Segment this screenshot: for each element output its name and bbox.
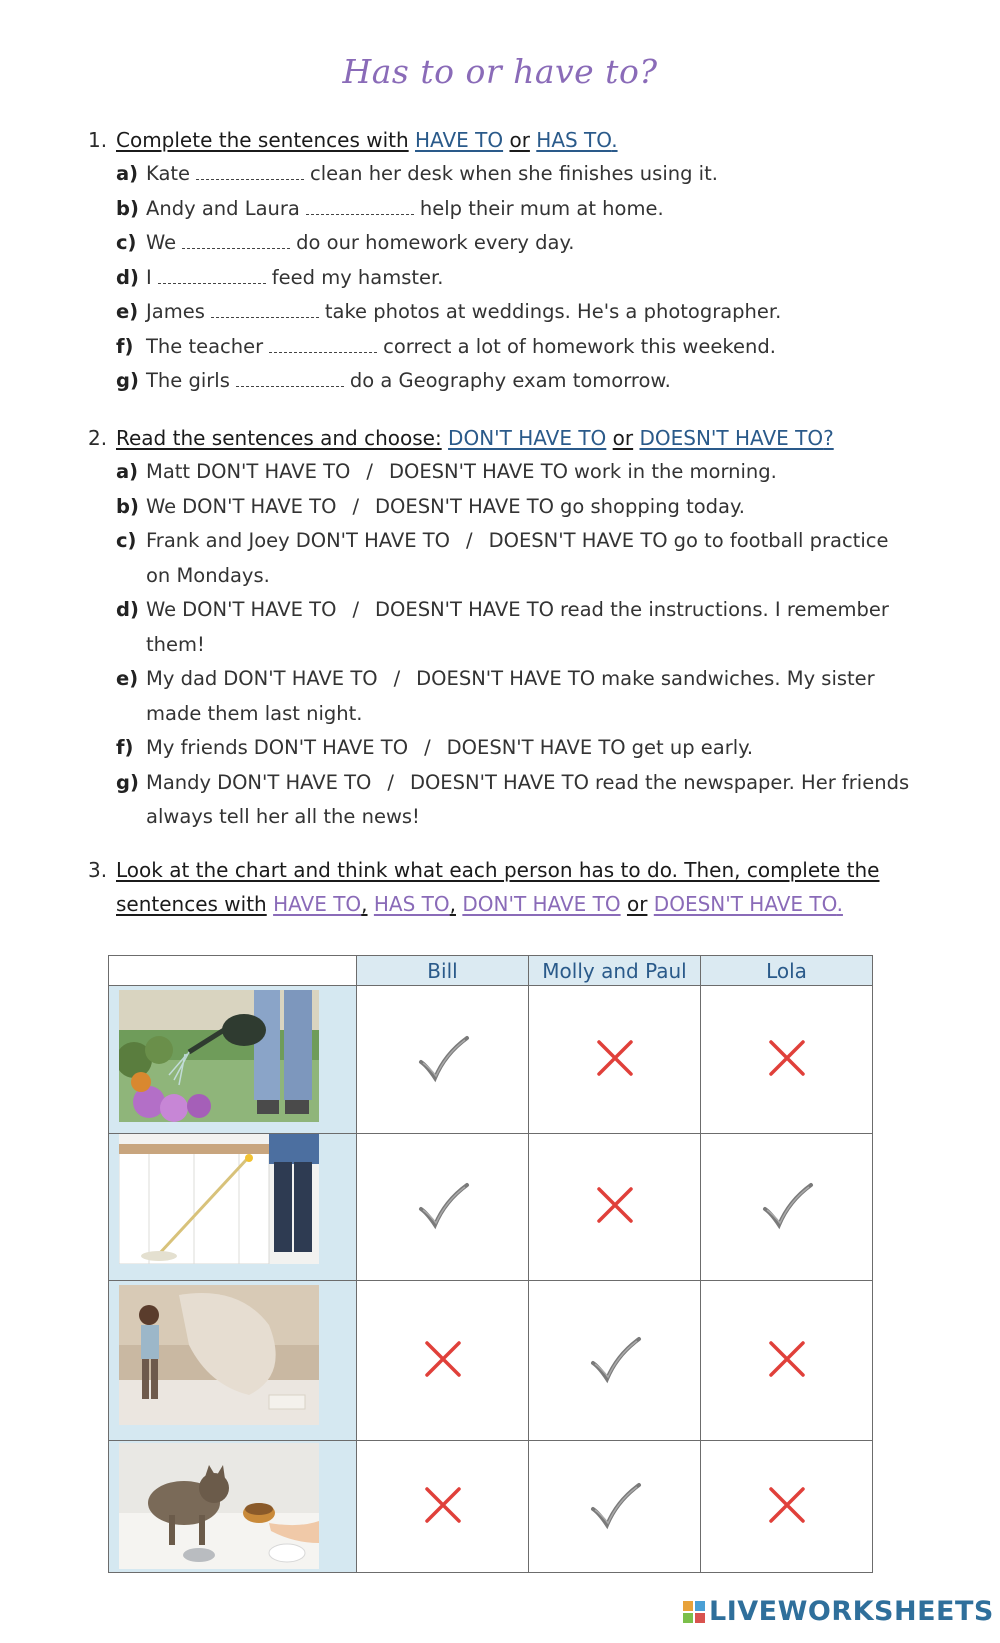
- chart-corner: [109, 956, 357, 986]
- q2-item-rest: work in the morning.: [573, 460, 777, 483]
- q3-option-have-to: HAVE TO: [273, 892, 362, 916]
- q1-item-subject: Kate: [146, 162, 191, 185]
- q1-item-subject: I: [146, 265, 152, 289]
- q1-item: [88, 192, 928, 227]
- chart-row-mopping: [109, 1134, 873, 1281]
- q2-item-rest: make sandwiches. My sister: [601, 667, 875, 690]
- q3-number: 3.: [88, 858, 108, 882]
- q1-item-subject: James: [146, 300, 205, 323]
- q2-item-text: [146, 455, 928, 490]
- choice-separator: /: [366, 460, 373, 483]
- choice-dont-have-to[interactable]: DON'T HAVE TO: [223, 667, 378, 690]
- q2-item-text: [146, 662, 928, 697]
- mark-molly-paul-bed: [529, 1281, 701, 1441]
- q1-item-subject: We: [146, 231, 177, 254]
- q3-option-dont: DON'T HAVE TO: [462, 892, 621, 916]
- cross-icon: [759, 1477, 815, 1533]
- q1-item-label: b): [116, 196, 139, 220]
- q3-line1: Look at the chart and think what each person has to do. Then, complete the: [116, 858, 880, 882]
- choice-doesnt-have-to[interactable]: DOESN'T HAVE TO: [488, 529, 668, 552]
- check-icon: [587, 1331, 643, 1387]
- col-header-bill: Bill: [357, 956, 529, 986]
- q2-item-text: [146, 731, 928, 766]
- q2-item-text: [146, 524, 928, 559]
- q1-item-rest: help their mum at home.: [419, 196, 664, 220]
- q2-item: [88, 524, 928, 593]
- q1-item-label: d): [116, 265, 139, 289]
- q2-item: [88, 662, 928, 731]
- q1-item-rest: take photos at weddings. He's a photographer.: [324, 300, 782, 323]
- choice-doesnt-have-to[interactable]: DOESN'T HAVE TO: [375, 598, 555, 621]
- q2-item-continuation: made them last night.: [146, 701, 363, 725]
- answer-blank[interactable]: [196, 165, 304, 180]
- q2-item-rest: read the instructions. I remember: [560, 598, 889, 621]
- q2-item-label: d): [116, 598, 139, 621]
- q3-option-has-to: HAS TO: [373, 892, 450, 916]
- q2-option-dont: DON'T HAVE TO: [448, 426, 607, 450]
- q2-item-subject: My friends: [146, 736, 248, 759]
- q1-item-subject: The teacher: [146, 334, 264, 358]
- choice-doesnt-have-to[interactable]: DOESN'T HAVE TO: [409, 770, 589, 794]
- q1-items: [88, 157, 928, 399]
- q2-item-label: f): [116, 736, 134, 759]
- q1-item: [88, 295, 928, 330]
- choice-doesnt-have-to[interactable]: DOESN'T HAVE TO: [388, 460, 568, 483]
- mark-lola-watering: [701, 986, 873, 1134]
- activity-image-mopping: [109, 1134, 357, 1281]
- q2-item-subject: My dad: [146, 667, 218, 690]
- choice-doesnt-have-to[interactable]: DOESN'T HAVE TO: [416, 667, 596, 690]
- activity-image-watering: [109, 986, 357, 1134]
- section-1: [88, 123, 928, 399]
- mopping-floor-image: [119, 1134, 319, 1264]
- q2-item-continuation: them!: [146, 632, 205, 656]
- q1-item-text: [146, 192, 928, 227]
- q2-item-rest: go shopping today.: [560, 494, 745, 518]
- q1-item-rest: do a Geography exam tomorrow.: [349, 369, 671, 392]
- q1-or: or: [509, 128, 530, 152]
- q1-item-subject: The girls: [146, 369, 230, 392]
- q2-item-label: g): [116, 770, 139, 794]
- q1-instruction-text: Complete the sentences with: [116, 128, 409, 152]
- q2-item-label: a): [116, 460, 139, 483]
- q2-item: [88, 766, 928, 835]
- making-bed-image: [119, 1285, 319, 1425]
- activity-image-cat: [109, 1441, 357, 1573]
- worksheet-title: Has to or have to?: [342, 52, 658, 91]
- check-icon: [415, 1030, 471, 1086]
- q1-item-text: [146, 157, 928, 192]
- check-icon: [587, 1477, 643, 1533]
- answer-blank[interactable]: [306, 200, 414, 215]
- q1-item-rest: correct a lot of homework this weekend.: [383, 334, 776, 358]
- q3-line2-text: sentences with: [116, 892, 267, 916]
- feeding-cat-image: [119, 1443, 319, 1569]
- q1-item-text: [146, 261, 928, 296]
- q2-item-label: e): [116, 667, 139, 690]
- q2-number: 2.: [88, 426, 108, 450]
- logo-grid-icon: [683, 1601, 705, 1623]
- q1-item-label: g): [116, 369, 139, 392]
- section-3: [88, 853, 928, 921]
- chart-row-watering: [109, 986, 873, 1134]
- q3-instruction-line2: [88, 887, 928, 921]
- q1-item: [88, 157, 928, 192]
- q3-option-doesnt: DOESN'T HAVE TO: [653, 892, 837, 916]
- choice-dont-have-to[interactable]: DON'T HAVE TO: [253, 736, 409, 759]
- choice-separator: /: [387, 770, 394, 794]
- mark-bill-mopping: [357, 1134, 529, 1281]
- q1-item-text: [146, 364, 928, 399]
- q2-instruction: [88, 421, 928, 455]
- q2-item: [88, 593, 928, 662]
- mark-bill-cat: [357, 1441, 529, 1573]
- mark-bill-bed: [357, 1281, 529, 1441]
- choice-separator: /: [352, 598, 360, 621]
- answer-blank[interactable]: [269, 338, 377, 353]
- q1-item: [88, 261, 928, 296]
- q3-comma1: ,: [361, 892, 368, 916]
- q2-item-label: b): [116, 494, 139, 518]
- cross-icon: [587, 1177, 643, 1233]
- answer-blank[interactable]: [211, 303, 319, 318]
- q1-instruction: [88, 123, 928, 157]
- q1-item-text: [146, 330, 928, 365]
- activity-image-bed: [109, 1281, 357, 1441]
- liveworksheets-logo: [683, 1596, 994, 1627]
- choice-dont-have-to[interactable]: DON'T HAVE TO: [182, 598, 337, 621]
- q1-option-has-to: HAS TO: [536, 128, 612, 152]
- q2-item: [88, 490, 928, 525]
- cross-icon: [415, 1331, 471, 1387]
- mark-bill-watering: [357, 986, 529, 1134]
- q2-item-rest: get up early.: [631, 736, 754, 759]
- q1-period: .: [611, 128, 618, 152]
- q2-item: [88, 455, 928, 490]
- q2-item-subject: We: [146, 494, 177, 518]
- section-2: [88, 421, 928, 835]
- answer-blank[interactable]: [158, 269, 266, 284]
- check-icon: [415, 1177, 471, 1233]
- q2-item: [88, 731, 928, 766]
- brand-name: LIVEWORKSHEETS: [709, 1596, 994, 1627]
- q3-comma2: ,: [449, 892, 456, 916]
- q1-item-label: f): [116, 334, 134, 358]
- q3-period: .: [836, 892, 843, 916]
- col-header-molly-and-paul: Molly and Paul: [529, 956, 701, 986]
- mark-molly-paul-watering: [529, 986, 701, 1134]
- watering-plants-image: [119, 990, 319, 1122]
- q1-item-rest: feed my hamster.: [271, 265, 444, 289]
- q1-item: [88, 226, 928, 261]
- q2-item-continuation: on Mondays.: [146, 563, 270, 587]
- q3-or: or: [626, 892, 648, 916]
- choice-dont-have-to[interactable]: DON'T HAVE TO: [182, 494, 337, 518]
- q1-item-label: e): [116, 300, 139, 323]
- q2-item-text: [146, 593, 928, 628]
- answer-blank[interactable]: [182, 234, 290, 249]
- chart-header-row: [109, 956, 873, 986]
- chart-row-bed: [109, 1281, 873, 1441]
- cross-icon: [759, 1030, 815, 1086]
- q2-item-subject: Matt: [146, 460, 191, 483]
- q1-option-have-to: HAVE TO: [415, 128, 504, 152]
- q1-item-text: [146, 226, 928, 261]
- choice-doesnt-have-to[interactable]: DOESN'T HAVE TO: [446, 736, 626, 759]
- q1-item-subject: Andy and Laura: [146, 196, 300, 220]
- choice-doesnt-have-to[interactable]: DOESN'T HAVE TO: [375, 494, 555, 518]
- mark-lola-bed: [701, 1281, 873, 1441]
- q1-item: [88, 364, 928, 399]
- col-header-lola: Lola: [701, 956, 873, 986]
- mark-molly-paul-cat: [529, 1441, 701, 1573]
- q1-item-rest: do our homework every day.: [296, 231, 575, 254]
- check-icon: [759, 1177, 815, 1233]
- cross-icon: [587, 1030, 643, 1086]
- q1-number: 1.: [88, 128, 108, 152]
- q2-item-text: [146, 490, 928, 525]
- q2-item-rest: go to football practice: [673, 529, 889, 552]
- q1-item-label: a): [116, 162, 139, 185]
- mark-lola-cat: [701, 1441, 873, 1573]
- q3-instruction-line1: [88, 853, 928, 887]
- choice-separator: /: [393, 667, 401, 690]
- q2-item-label: c): [116, 529, 137, 552]
- chores-chart: [108, 955, 873, 1573]
- q2-instruction-text: Read the sentences and choose:: [116, 426, 442, 450]
- cross-icon: [415, 1477, 471, 1533]
- q2-item-subject: Mandy: [146, 770, 212, 794]
- choice-separator: /: [424, 736, 431, 759]
- q2-item-subject: Frank and Joey: [146, 529, 290, 552]
- cross-icon: [759, 1331, 815, 1387]
- mark-lola-mopping: [701, 1134, 873, 1281]
- choice-separator: /: [352, 494, 360, 518]
- q2-item-rest: read the newspaper. Her friends: [594, 770, 910, 794]
- q1-item-label: c): [116, 231, 137, 254]
- q2-qmark: ?: [823, 426, 834, 450]
- q2-option-doesnt: DOESN'T HAVE TO: [639, 426, 824, 450]
- choice-dont-have-to[interactable]: DON'T HAVE TO: [217, 770, 372, 794]
- q2-items: [88, 455, 928, 835]
- q1-item-rest: clean her desk when she finishes using it.: [310, 162, 718, 185]
- q2-item-subject: We: [146, 598, 177, 621]
- choice-dont-have-to[interactable]: DON'T HAVE TO: [196, 460, 351, 483]
- q1-item-text: [146, 295, 928, 330]
- chart-row-cat: [109, 1441, 873, 1573]
- q2-item-continuation: always tell her all the news!: [146, 805, 420, 828]
- q2-item-text: [146, 766, 928, 801]
- q2-or: or: [612, 426, 634, 450]
- mark-molly-paul-mopping: [529, 1134, 701, 1281]
- answer-blank[interactable]: [236, 372, 344, 387]
- q1-item: [88, 330, 928, 365]
- choice-separator: /: [466, 529, 473, 552]
- choice-dont-have-to[interactable]: DON'T HAVE TO: [295, 529, 451, 552]
